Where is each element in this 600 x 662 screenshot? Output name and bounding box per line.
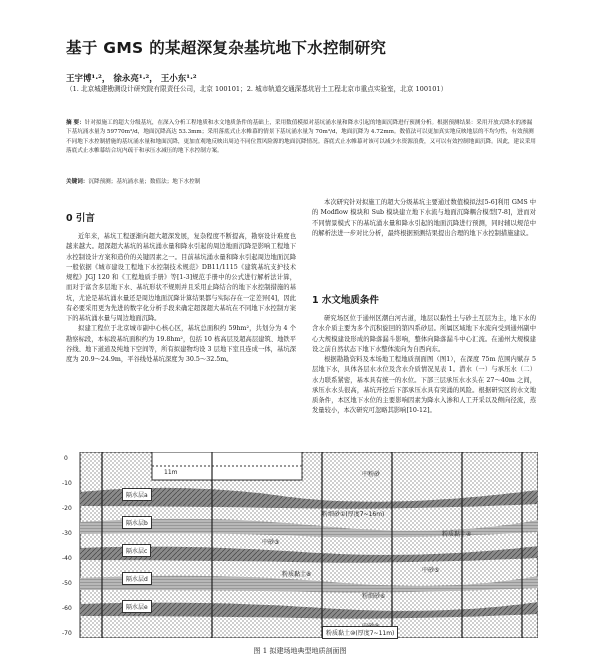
soil-label: 粉细砂①(厚度7~16m) — [322, 511, 385, 518]
right-paragraph-1: 本次研究针对拟施工的超大分级基坑主要通过数值模拟法[5-6]利用 GMS 中的 Modflow 模块和 Sub 模块建立地下水流与地面沉降耦合模型[7-8]，进而对不同情景模式下的基坑涌水量和降水引起的地面沉降进行预测，同时辅以规范中的解析法进一步对比分析，最终根据预测结果提出合理的地下水控制措施建议。 — [312, 199, 536, 237]
soil-label: 粉细砂⑥ — [362, 593, 386, 600]
left-column — [66, 232, 296, 365]
aquitard-d-label: 隔水层d — [122, 572, 152, 585]
abstract-label: 摘 要： — [66, 120, 85, 126]
keywords-text: 沉降预测；基坑涌水量；数值法；地下水控制 — [88, 179, 201, 185]
soil-label: 中砂⑤ — [422, 567, 440, 574]
depth-tick: -50 — [62, 580, 72, 587]
abstract-block — [66, 119, 536, 157]
depth-tick: 0 — [64, 455, 68, 462]
depth-tick: -60 — [62, 605, 72, 612]
sec1-paragraph-1: 研究场区位于通州区潮白河古道，地层以黏性土与砂土互层为主，地下水的含水介质主要为多个沉积旋回的第四系砂层。所属区域地下水流向受到通州副中心大规模建设形成的降落漏斗影响，整体向降落漏斗中心汇流。在通州大规模建设之前自然状态下地下水整体流向为自西向东。 — [312, 315, 536, 353]
soil-label: 粉质黏土⑧ — [282, 571, 312, 578]
aquitard-c-label: 隔水层c — [122, 544, 151, 557]
right-column-body — [312, 314, 536, 417]
depth-tick: -10 — [62, 480, 72, 487]
depth-tick: -40 — [62, 555, 72, 562]
section-1-heading: 1 水文地质条件 — [312, 295, 379, 306]
right-column-intro — [312, 198, 536, 239]
soil-label: 粉质黏土④ — [442, 531, 472, 538]
depth-label-11m: 11m — [164, 469, 178, 476]
aquitard-a-label: 隔水层a — [122, 488, 152, 501]
soil-label: 中砂③ — [262, 539, 280, 546]
bottom-layer-label: 粉质黏土⑩(厚度7~11m) — [322, 626, 398, 639]
geological-profile-figure — [62, 452, 538, 638]
aquitard-e-label: 隔水层e — [122, 600, 152, 613]
soil-label: 中粉砂 — [362, 471, 381, 478]
sec0-paragraph-2: 拟建工程位于北京城市副中心核心区，基坑总面积约 59hm²，共划分为 4 个勘察标段，本标段基坑面积约为 19.8hm²，包括 10 栋高层及超高层建筑、地铁平谷线、地下道道及纯地下空间等，所有拟建物均设 3 层地下室且连成一体，基坑深度为 20.9～24.9m，平谷线处基坑深度为 30.5～32.5m。 — [66, 325, 296, 363]
figure-caption: 图 1 拟建场地典型地质剖面图 — [253, 647, 347, 655]
depth-tick: -30 — [62, 530, 72, 537]
depth-tick: -70 — [62, 630, 72, 637]
sec0-paragraph-1: 近年来，基坑工程逐渐向超大超深发展，复杂程度不断提高，勘察设计难度也越来越大。超深超大基坑的基坑涌水量和降水引起的周边地面沉降是影响工程地下水控制设计方案和造价的关键因素之一。目前基坑涌水量和降水引起周边地面沉降一般依据《城市建设工程地下水控制技术规范》DB11/1115《建筑基坑支护技术规程》JGJ 120 和《工程地质手册》等[1-3]规范手册中的公式进行解析法计算，而对于富含多层地下水、基坑形状不规则并且采用止降结合的地下水控制措施的基坑，尤论是基坑涌水量还是周边地面沉降计算结果都与实际存在一定差异[4]，因此有必要采用更为先进的数字化分析手段来确定超深超大基坑在不同地下水控制方案下的基坑涌水量与周边地面沉降。 — [66, 233, 296, 322]
paper-title: 基于 GMS 的某超深复杂基坑地下水控制研究 — [66, 39, 387, 57]
keywords-label: 关键词： — [66, 179, 89, 185]
author-list: 王宇博¹·²， 徐永亮¹·²， 王小东¹·² — [66, 74, 197, 84]
keywords-block — [66, 177, 536, 185]
sec1-paragraph-2: 根据勘勘资料及本场地工程地质剖面图（图1），在深度 75m 范围内赋存 5 层地下水，具体各层水水位及含水介质情况见表 1。潜水（一）与承压水（二）水力联系紧密，基本具有统一的水位。下部三层承压水水头在 27～40m 之间，承压水水头很高，基坑开挖后下部承压水具有突涌的风险。根据研究区的水文地质条件，本区地下水位的主要影响因素为降水入渗和人工开采以及侧向径流，蒸发量较小，本次研究可忽略其影响[10-12]。 — [312, 356, 536, 415]
section-0-heading: 0 引言 — [66, 213, 95, 224]
depth-tick: -20 — [62, 505, 72, 512]
affiliation: （1. 北京城建勘测设计研究院有限责任公司，北京 100101；2. 城市轨道交通深基坑岩土工程北京市重点实验室，北京 100101） — [66, 85, 448, 93]
aquitard-b-label: 隔水层b — [122, 516, 152, 529]
abstract-text: 针对拟施工的超大分级基坑，在深入分析工程地质和水文地质条件的基础上，采用数值模拟对基坑涌水量和降水引起的地面沉降进行预测分析。根据预测结果：采用开放式降水的渗漏下基坑涌水量为 59770m³/d，地面沉降高达 53.3mm；采用落底式止水帷幕的情景下基坑涌水量为 70m³/d，地面沉降为 4.72mm。数值法可以更加真实地反映地层的不均匀性，有效预测不同地下水控制措施的基坑涌水量和地面沉降，更加直观地反映出周边不同位置风险源的地面沉降情况。落底式止水帷幕对该可以减少水资源浪费，又可以有效控制地面沉降。因此，建议采用落底式止水帷幕结合坑内疏干和承压水减压的地下水控制方案。 — [66, 120, 536, 155]
